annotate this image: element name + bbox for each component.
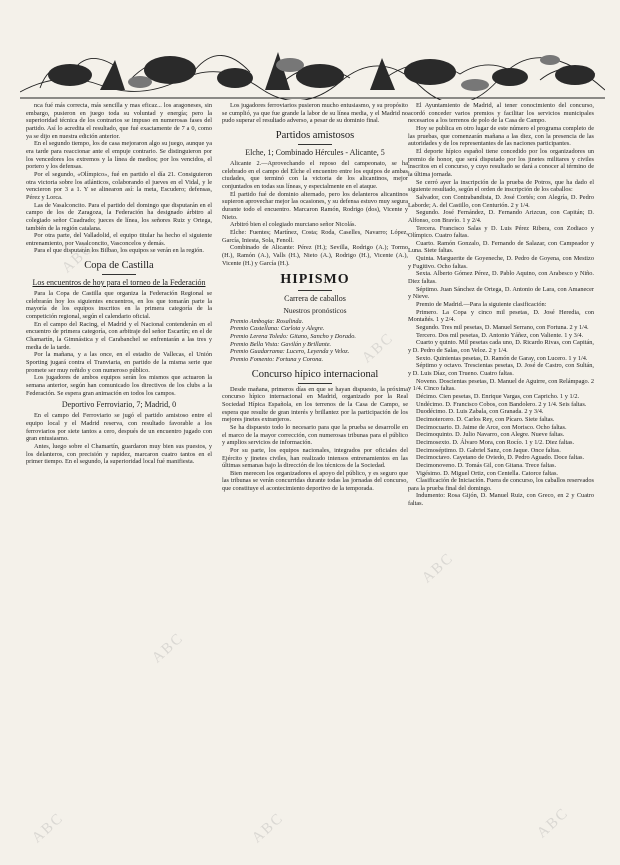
column-right xyxy=(408,102,594,842)
section-heading-hipismo: HIPISMO xyxy=(280,272,350,288)
result-line: Décimo. Cien pesetas, D. Enrique Vargas, con Capricho. 1 y 1/2. xyxy=(416,392,580,400)
result-line: Salvador, con Contrabandista, D. José Cortés; con Alegría, D. Pedro Laborde; A. del Castillo, con Centurión. 2 y 1/4. xyxy=(408,193,594,209)
column-left xyxy=(26,102,212,854)
result-line: Decimonoveno. D. Tomás Gil, con Gitana. Trece faltas. xyxy=(416,461,557,469)
result-line: Tercera. Francisco Salas y D. Luis Pérez Ribera, con Zodiaco y Olímpico. Cuatro faltas. xyxy=(408,224,594,240)
watermark: ABC xyxy=(249,809,288,847)
article-paragraph: Para la Copa de Castilla que organiza la Federación Regional se celebrarán hoy los siguientes encuentros, en los que tomarán parte la mayoría de los equipos inscritos en la primera categoría de la competición regional, según el calendario oficial. xyxy=(26,290,212,321)
result-line: Primero. La Copa y cinco mil pesetas, D. José Heredia, con Montañés. 1 y 2/4. xyxy=(408,308,594,324)
banner-illustration xyxy=(20,30,605,100)
article-paragraph: Antes, luego sobre el Chamartín, guardaron muy bien sus puestos, y los delanteros, con precisión y rapidez, marcaron cuatro tantos en el primer tiempo. En el segundo, la superioridad local fué manifiesta. xyxy=(26,442,212,466)
forecast-line: Premio Ambogia: Rosalinda. xyxy=(230,317,304,325)
article-paragraph: Se cerró ayer la inscripción de la prueba de Potros, que ha dado el siguiente resultado, según el orden de inscripción de los caballos: xyxy=(408,178,594,194)
result-line: Segundo. José Fernández, D. Fernando Arizcun, con Capitán; D. Alfonso, con Bravío. 1 y 2/4. xyxy=(408,209,594,224)
result-line: Decimoquinto. D. Julio Navarro, con Alegre. Nueve faltas. xyxy=(416,431,565,439)
subheading-pronosticos: Nuestros pronósticos xyxy=(283,306,347,316)
watermark: ABC xyxy=(419,549,458,587)
divider xyxy=(298,290,332,291)
result-line: Premio de Madrid.—Para la siguiente clasificación: xyxy=(416,301,547,309)
result-line: Decimosexto. D. Álvaro Mora, con Rocío. 1 y 1/2. Diez faltas. xyxy=(416,438,575,446)
article-paragraph: Se ha dispuesto todo lo necesario para que la prueba se desarrolle en el marco de la mayor corrección, con numerosas tribunas para el público y amplios servicios de información. xyxy=(222,423,408,447)
article-paragraph: Elche: Fuentes; Martínez, Costa; Roda, Caselles, Navarro; López, García, Iniesta, Sola, Fenoll. xyxy=(222,228,408,244)
subheading-result: Deportivo Ferroviario, 7; Madrid, 0 xyxy=(61,400,177,410)
result-line: Clasificación de Iniciación. Fuera de concurso, los caballos reservados para la prueba final del domingo. xyxy=(408,477,594,492)
article-paragraph: Por su parte, los equipos nacionales, integrados por oficiales del Ejército y jinetes civiles, han realizado intensos entrenamientos en las últimas semanas bajo la dirección de los técnicos de la Sociedad. xyxy=(222,446,408,470)
divider xyxy=(298,144,332,145)
result-line: Duodécimo. D. Luis Zabala, con Granada. 2 y 3/4. xyxy=(416,408,544,416)
watermark: ABC xyxy=(149,629,188,667)
article-paragraph: Alicante 2.—Aprovechando el reposo del campeonato, se ha celebrado en el campo del Elche el encuentro entre los equipos de ambas ciudades, que terminó con la victoria de los alicantinos, mejor conjuntados en todas sus líneas, y especialmente en el ataque. xyxy=(222,159,408,190)
watermark: ABC xyxy=(29,809,68,847)
section-heading-copa: Copa de Castilla xyxy=(84,260,154,272)
result-line: Quinta. Marguerite de Goyeneche, D. Pedro de Goyena, con Mestizo y Fugitivo. Ocho faltas. xyxy=(408,255,594,270)
article-paragraph: Las de Vasalconcito. Para el partido del domingo que disputarán en el campo de los de Zaragoza, la Federación ha designado árbitro al colegiado señor Cuadrado; jueces de línea, los señores Ruiz y Ortega, también de la región catalana. xyxy=(26,201,212,232)
article-paragraph: Desde mañana, primeros días en que se hayan dispuesto, la próxima concurso hípico internacional en Madrid, organizado por la Real Sociedad Hípica Española, en los terrenos de la Casa de Campo, se espera que resulte de gran interés y brillantez por la participación de los mejores jinetes extranjeros. xyxy=(222,385,408,424)
article-paragraph: Para el que disputarán los Bilbao, los equipos se verán en la región. xyxy=(34,247,204,255)
result-line: Undécimo. D. Francisco Cobos, con Bandolero. 2 y 1/4. Seis faltas. xyxy=(416,400,587,408)
divider xyxy=(102,274,136,275)
forecast-line: Premio Castellana: Carlota y Alegre. xyxy=(230,325,325,333)
result-line: Decimoséptimo. D. Gabriel Sanz, con Jaque. Once faltas. xyxy=(416,446,561,454)
article-paragraph: El partido fué de dominio alternado, pero los delanteros alicantinos supieron aprovechar mejor las ocasiones, y su defensa estuvo muy segura durante todo el encuentro. Marcaron Ramón, Rodrigo (dos), Vicente y Nieto. xyxy=(222,190,408,221)
article-paragraph: Por otra parte, del Valladolid, el equipo titular ha hecho el siguiente entrenamiento, por Vasalconcito, Vasconcelos y demás. xyxy=(26,232,212,247)
watermark: ABC xyxy=(59,239,98,277)
result-line: Tercero. Dos mil pesetas, D. Antonio Yáñez, con Valiente. 1 y 3/4. xyxy=(416,331,584,339)
result-line: Vigésimo. D. Miguel Ortiz, con Centella. Catorce faltas. xyxy=(416,469,558,477)
section-heading-amistosos: Partidos amistosos xyxy=(275,129,355,141)
article-paragraph: Bien merecen los organizadores el apoyo del público, y es seguro que las tribunas se verán concurridas durante todas las jornadas del concurso, que constituye el acontecimiento deportivo de la temporada. xyxy=(222,469,408,493)
forecast-line: Premio Lerena Toledo: Gitano, Sancho y Dorado. xyxy=(230,332,356,340)
article-paragraph: El Ayuntamiento de Madrid, al tener conocimiento del concurso, acordó conceder varios premios y facilitar los servicios municipales necesarios a los terrenos de polo de la Casa de Campo. xyxy=(408,102,594,125)
result-line: Séptimo y octavo. Trescientas pesetas, D. José de Castro, con Sultán, y D. Luis Díaz, con Trueno. Cuatro faltas. xyxy=(408,362,594,377)
result-line: Noveno. Doscientas pesetas, D. Manuel de Aguirre, con Relámpago. 2 y 1/4. Cinco faltas. xyxy=(408,377,594,393)
result-line: Decimotercero. D. Carlos Rey, con Pícaro. Siete faltas. xyxy=(416,415,555,423)
section-heading-concurso: Concurso hípico internacional xyxy=(251,368,379,380)
article-paragraph: Los jugadores ferroviarios pusieron mucho entusiasmo, y su propósito se cumplió, ya que fue grande la labor de su línea media, y el Madrid no pudo superar el resultado adverso, a pesar de su dominio final. xyxy=(222,102,408,125)
article-paragraph: El deporte hípico español tiene concedido por los organizadores un premio de honor, que será disputado por los jinetes militares y civiles inscritos en el concurso, y cuyo resultado se dará a conocer al término de la última jornada. xyxy=(408,147,594,178)
result-line: Cuarto y quinto. Mil pesetas cada uno, D. Ricardo Rivas, con Capitán, y D. Pedro de Salas, con Veloz. 2 y 1/4. xyxy=(408,339,594,354)
decorative-header-banner xyxy=(20,30,605,100)
result-line: Indumento: Rosa Gijón, D. Manuel Ruiz, con Greco, en 2 y Cuatro faltas. xyxy=(408,492,594,508)
article-paragraph: nca fué más correcta, más sencilla y mas eficaz... los aragoneses, sin embargo, pusieron en juego toda su voluntad y energía; pero la superioridad técnica de los contrarios se impuso en numerosas fases del partido. Así lo acredita el resultado, que fué exactamente de 7 a 0, como ya se dijo en nuestra edición anterior. xyxy=(26,102,212,140)
article-paragraph: Combinado de Alicante: Pérez (H.); Sevilla, Rodrigo (A.); Tormo (H.), Ramón (A.), Valls (H.), Nieto (A.), Rodrigo (H.), Vicente (A.), Vicente (H.) y García (H.). xyxy=(222,244,408,267)
forecast-line: Premio Fomento: Fortuna y Corona. xyxy=(230,355,324,363)
forecast-line: Premio Guadarrama: Lucero, Leyenda y Veloz. xyxy=(230,348,350,356)
article-paragraph: Por el segundo, «Olímpico», fué en partido el día 21. Consiguieron otra victoria sobre los atlánticos, colaborando el jueves en el Vidal, y le vencieron por 3 a 1. Y se alinearon así: la meta, Escudero; defensas, Pérez y Lorca. xyxy=(26,170,212,201)
result-line: Séptimo. Juan Sánchez de Ortega, D. Antonio de Lara, con Amanecer y Nieve. xyxy=(408,285,594,301)
result-line: Sexta. Alberto Gómez Pérez, D. Pablo Aquino, con Arabesco y Niño. Diez faltas. xyxy=(408,270,594,286)
subheading-elche: Elche, 1; Combinado Hércules - Alicante, 5 xyxy=(245,147,385,157)
watermark: ABC xyxy=(359,329,398,367)
column-middle xyxy=(222,102,408,842)
article-paragraph: Hoy se publica en otro lugar de este número el programa completo de las pruebas, que comenzarán mañana a las diez, con la presencia de las autoridades y de los representantes de las naciones participantes. xyxy=(408,124,594,148)
result-line: Segundo. Tres mil pesetas, D. Manuel Serrano, con Fortuna. 2 y 1/4. xyxy=(416,324,589,332)
result-line: Decimocuarto. D. Jaime de Arce, con Morisco. Ocho faltas. xyxy=(416,423,567,431)
subheading-encuentros: Los encuentros de hoy para el torneo de la Federación xyxy=(32,278,206,288)
forecast-line: Premio Bella Vista: Gavilán y Brillante. xyxy=(230,340,332,348)
result-line: Cuarto. Ramón Gonzalo, D. Fernando de Salazar, con Campeador y Luna. Siete faltas. xyxy=(408,239,594,255)
article-paragraph: Por la mañana, y a las once, en el estadio de Vallecas, el Unión Sporting jugará contra el Tranviaria, en partido de la misma serie que promete ser muy reñido y con numeroso público. xyxy=(26,351,212,374)
article-paragraph: En el campo del Racing, el Madrid y el Nacional contenderán en el encuentro de primera categoría, con arbitraje del señor Escartín; en el de Chamartín, la Gimnástica y el Carabanchel se enfrentarán a las tres y media de la tarde. xyxy=(26,320,212,351)
subheading-carrera: Carrera de caballos xyxy=(284,294,346,304)
article-paragraph: Arbitró bien el colegiado murciano señor Nicolás. xyxy=(230,221,357,229)
result-line: Sexto. Quinientas pesetas, D. Ramón de Garay, con Lucero. 1 y 1/4. xyxy=(416,354,588,362)
article-paragraph: En el campo del Ferroviario se jugó el partido amistoso entre el equipo local y el Madrid reserva, con resultado favorable a los ferroviarios por siete tantos a cero, después de un encuentro jugado con gran entusiasmo. xyxy=(26,412,212,443)
divider xyxy=(298,383,332,384)
article-paragraph: Los jugadores de ambos equipos serán los mismos que actuaron la semana anterior, según han comunicado los directivos de los clubs a la Federación. Se espera gran animación en todos los campos. xyxy=(26,374,212,397)
watermark: ABC xyxy=(534,804,573,842)
article-paragraph: En el segundo tiempo, los de casa mejoraron algo su juego, aunque ya era tarde para reaccionar ante el empuje contrario. Se distinguieron por los vencedores los extremos y la línea de medios; por los vencidos, el portero y los defensas. xyxy=(26,140,212,171)
result-line: Decimoctavo. Cayetano de Oviedo, D. Pedro Aguado. Doce faltas. xyxy=(416,454,585,462)
